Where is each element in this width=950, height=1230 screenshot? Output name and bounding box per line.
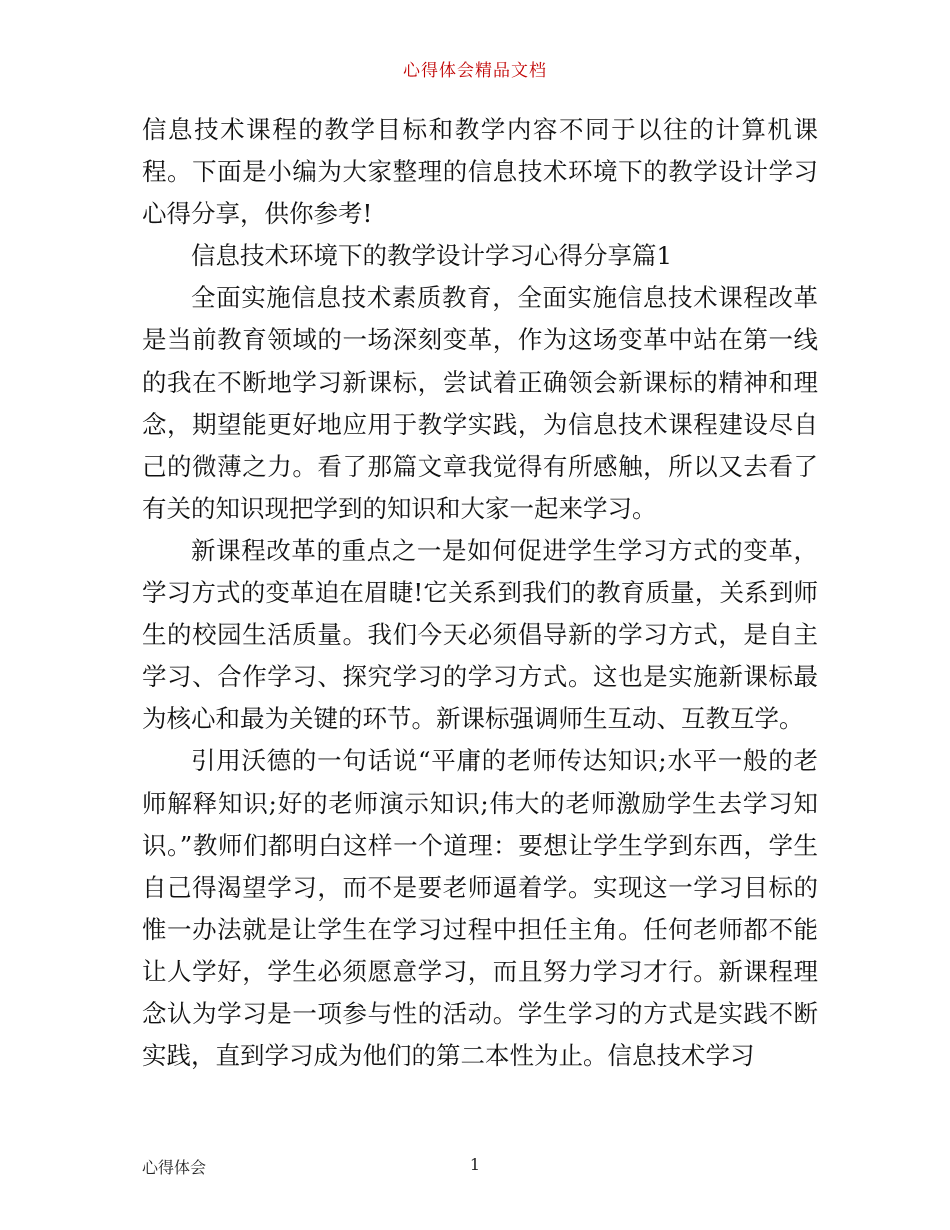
- document-body: [142, 109, 818, 1077]
- body-paragraph: 新课程改革的重点之一是如何促进学生学习方式的变革，学习方式的变革迫在眉睫!它关系到我们的教育质量，关系到师生的校园生活质量。我们今天必须倡导新的学习方式，是自主学习、合作学习、探究学习的学习方式。这也是实施新课标最为核心和最为关键的环节。新课标强调师生互动、互教互学。: [142, 535, 818, 734]
- page-header: 心得体会精品文档: [403, 61, 547, 81]
- body-paragraph: 引用沃德的一句话说“平庸的老师传达知识;水平一般的老师解释知识;好的老师演示知识;伟大的老师激励学生去学习知识。”教师们都明白这样一个道理：要想让学生学到东西，学生自己得渴望学习，而不是要老师逼着学。实现这一学习目标的惟一办法就是让学生在学习过程中担任主角。任何老师都不能让人学好，学生必须愿意学习，而且努力学习才行。新课程理念认为学习是一项参与性的活动。学生学习的方式是实践不断实践，直到学习成为他们的第二本性为止。信息技术学习: [142, 746, 818, 1071]
- intro-paragraph: 信息技术课程的教学目标和教学内容不同于以往的计算机课程。下面是小编为大家整理的信息技术环境下的教学设计学习心得分享，供你参考!: [142, 115, 818, 229]
- body-paragraph: 全面实施信息技术素质教育，全面实施信息技术课程改革是当前教育领域的一场深刻变革，作为这场变革中站在第一线的我在不断地学习新课标，尝试着正确领会新课标的精神和理念，期望能更好地应用于教学实践，为信息技术课程建设尽自己的微薄之力。看了那篇文章我觉得有所感触，所以又去看了有关的知识现把学到的知识和大家一起来学习。: [142, 283, 818, 523]
- section-heading: 信息技术环境下的教学设计学习心得分享篇1: [191, 241, 673, 271]
- footer-label: 心得体会: [142, 1158, 207, 1177]
- page-number: 1: [469, 1155, 481, 1174]
